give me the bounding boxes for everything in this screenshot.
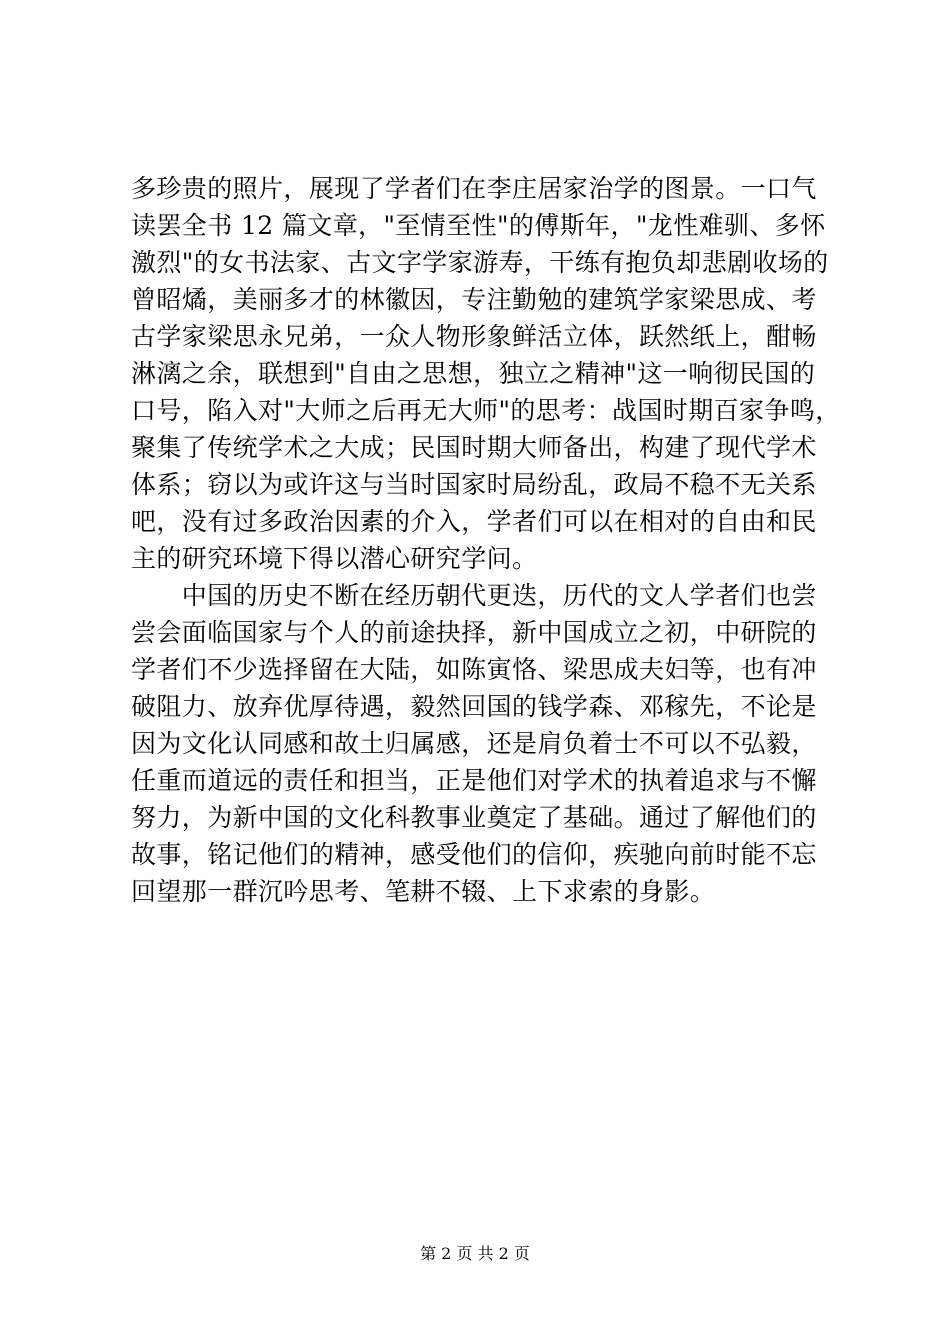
text-line: 激烈"的女书法家、古文字学家游寿，干练有抱负却悲剧收场的 xyxy=(131,248,829,277)
text-line: 主的研究环境下得以潜心研究学问。 xyxy=(131,544,538,573)
text-line: 读罢全书 12 篇文章，"至情至性"的傅斯年，"龙性难驯、多怀 xyxy=(131,211,826,240)
text-line: 曾昭燏，美丽多才的林徽因，专注勤勉的建筑学家梁思成、考 xyxy=(131,285,817,314)
text-line: 尝会面临国家与个人的前途抉择，新中国成立之初，中研院的 xyxy=(131,618,817,647)
page-number-footer: 第 2 页 共 2 页 xyxy=(420,1244,530,1263)
text-line: 口号，陷入对"大师之后再无大师"的思考：战国时期百家争鸣， xyxy=(131,396,841,425)
text-line: 中国的历史不断在经历朝代更迭，历代的文人学者们也尝 xyxy=(131,581,817,610)
text-line: 学者们不少选择留在大陆，如陈寅恪、梁思成夫妇等，也有冲 xyxy=(131,655,817,684)
text-line: 吧，没有过多政治因素的介入，学者们可以在相对的自由和民 xyxy=(131,507,817,536)
text-line: 故事，铭记他们的精神，感受他们的信仰，疾驰向前时能不忘 xyxy=(131,840,817,869)
text-line: 任重而道远的责任和担当，正是他们对学术的执着追求与不懈 xyxy=(131,766,817,795)
text-line: 淋漓之余，联想到"自由之思想，独立之精神"这一响彻民国的 xyxy=(131,359,816,388)
text-line: 破阻力、放弃优厚待遇，毅然回国的钱学森、邓稼先，不论是 xyxy=(131,692,817,721)
text-line: 回望那一群沉吟思考、笔耕不辍、上下求索的身影。 xyxy=(131,877,716,906)
text-line: 体系；窃以为或许这与当时国家时局纷乱，政局不稳不无关系 xyxy=(131,470,817,499)
text-line: 因为文化认同感和故土归属感，还是肩负着士不可以不弘毅， xyxy=(131,729,817,758)
text-line: 古学家梁思永兄弟，一众人物形象鲜活立体，跃然纸上，酣畅 xyxy=(131,322,817,351)
body-text xyxy=(131,170,841,910)
text-line: 聚集了传统学术之大成；民国时期大师备出，构建了现代学术 xyxy=(131,433,817,462)
text-line: 多珍贵的照片，展现了学者们在李庄居家治学的图景。一口气 xyxy=(131,174,817,203)
text-line: 努力，为新中国的文化科教事业奠定了基础。通过了解他们的 xyxy=(131,803,817,832)
